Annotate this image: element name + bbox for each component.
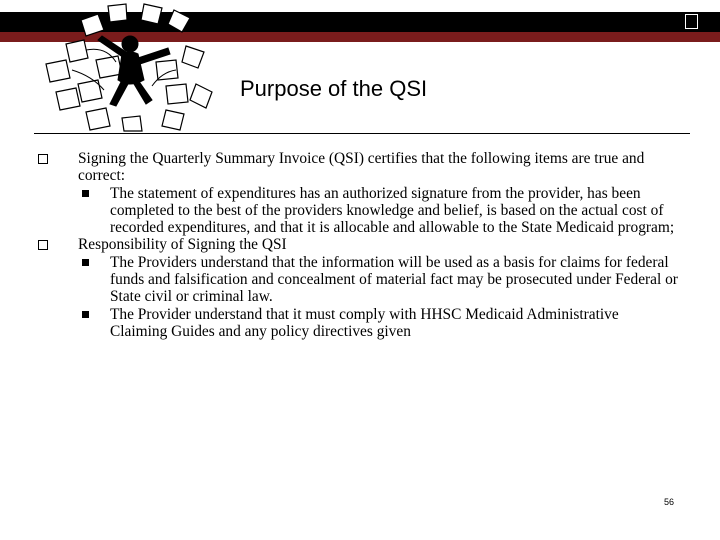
sub-list-item (58, 306, 678, 341)
list-item (58, 150, 678, 185)
corner-box-icon (685, 14, 698, 29)
list-item-text: Signing the Quarterly Summary Invoice (QSI) certifies that the following items are true and correct: (78, 150, 645, 185)
list-item-text: Responsibility of Signing the QSI (78, 236, 287, 254)
list-item (58, 236, 678, 253)
slide-body (58, 150, 678, 340)
filled-square-icon (82, 190, 89, 197)
sub-list-item (58, 185, 678, 237)
filled-square-icon (82, 259, 89, 266)
sub-list-item-text: The Provider understand that it must comply with HHSC Medicaid Administrative Claiming Guides and any policy directives given (110, 305, 619, 340)
papers-clipart-icon (26, 0, 226, 132)
slide-title: Purpose of the QSI (240, 76, 428, 101)
page-number: 56 (664, 497, 675, 507)
hollow-square-icon (38, 240, 48, 250)
title-divider (34, 133, 690, 134)
filled-square-icon (82, 311, 89, 318)
hollow-square-icon (38, 154, 48, 164)
sub-list-item-text: The statement of expenditures has an authorized signature from the provider, has been completed to the best of the providers knowledge and belief, is based on the actual cost of recorded expenditures, and that it is allocable and allowable to the State Medicaid program; (110, 184, 675, 237)
sub-list-item (58, 254, 678, 306)
sub-list-item-text: The Providers understand that the information will be used as a basis for claims for federal funds and falsification and concealment of material fact may be prosecuted under Federal or State civil or criminal law. (110, 253, 678, 306)
